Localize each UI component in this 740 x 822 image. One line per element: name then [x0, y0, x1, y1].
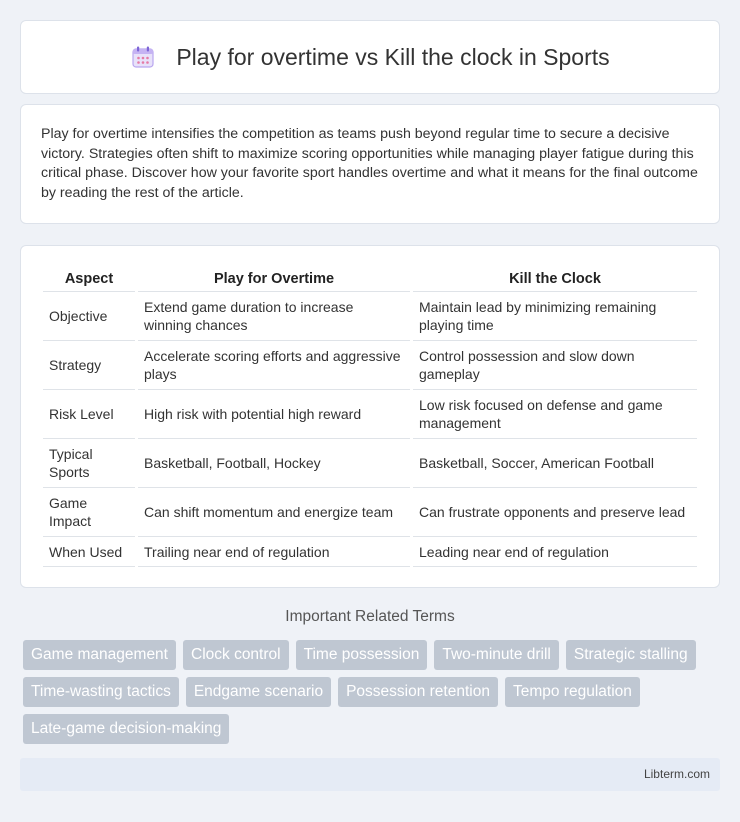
cell-overtime: Extend game duration to increase winning chances — [138, 292, 410, 341]
intro-card — [20, 104, 720, 224]
related-term-tag[interactable]: Tempo regulation — [505, 677, 640, 707]
cell-kill-clock: Leading near end of regulation — [413, 537, 697, 567]
cell-aspect: Typical Sports — [43, 439, 135, 488]
table-header-row — [43, 266, 697, 292]
related-terms-list — [23, 640, 723, 751]
table-row — [43, 488, 697, 537]
related-term-tag[interactable]: Game management — [23, 640, 176, 670]
cell-kill-clock: Maintain lead by minimizing remaining playing time — [413, 292, 697, 341]
cell-overtime: Can shift momentum and energize team — [138, 488, 410, 537]
header-play-for-overtime: Play for Overtime — [138, 266, 410, 292]
cell-kill-clock: Low risk focused on defense and game management — [413, 390, 697, 439]
cell-overtime: Basketball, Football, Hockey — [138, 439, 410, 488]
footer-site-link[interactable]: Libterm.com — [643, 767, 710, 781]
related-term-tag[interactable]: Time-wasting tactics — [23, 677, 179, 707]
related-term-tag[interactable]: Strategic stalling — [566, 640, 696, 670]
cell-aspect: Strategy — [43, 341, 135, 390]
comparison-card — [20, 245, 720, 588]
page-title: Play for overtime vs Kill the clock in Sports — [176, 43, 610, 70]
cell-aspect: Objective — [43, 292, 135, 341]
cell-aspect: Risk Level — [43, 390, 135, 439]
table-row — [43, 537, 697, 567]
table-row — [43, 292, 697, 341]
related-term-tag[interactable]: Possession retention — [338, 677, 498, 707]
calendar-icon — [130, 44, 156, 70]
related-term-tag[interactable]: Clock control — [183, 640, 289, 670]
table-row — [43, 439, 697, 488]
footer — [20, 758, 720, 791]
cell-overtime: Trailing near end of regulation — [138, 537, 410, 567]
header-kill-the-clock: Kill the Clock — [413, 266, 697, 292]
intro-paragraph: Play for overtime intensifies the competition as teams push beyond regular time to secure a decisive victory. Strategies often shift to maximize scoring opportunities while managing player fatigue during this critical phase. Discover how your favorite sport handles overtime and what it means for the final outcome by reading the rest of the article. — [41, 126, 698, 201]
cell-aspect: Game Impact — [43, 488, 135, 537]
comparison-table — [40, 266, 700, 567]
related-term-tag[interactable]: Late-game decision-making — [23, 714, 229, 744]
related-term-tag[interactable]: Two-minute drill — [434, 640, 559, 670]
title-card — [20, 20, 720, 94]
related-term-tag[interactable]: Endgame scenario — [186, 677, 331, 707]
table-row — [43, 390, 697, 439]
related-terms-title: Important Related Terms — [285, 608, 455, 625]
cell-kill-clock: Basketball, Soccer, American Football — [413, 439, 697, 488]
table-row — [43, 341, 697, 390]
cell-kill-clock: Control possession and slow down gameplay — [413, 341, 697, 390]
header-aspect: Aspect — [43, 266, 135, 292]
cell-overtime: High risk with potential high reward — [138, 390, 410, 439]
related-term-tag[interactable]: Time possession — [296, 640, 428, 670]
cell-aspect: When Used — [43, 537, 135, 567]
cell-overtime: Accelerate scoring efforts and aggressive plays — [138, 341, 410, 390]
cell-kill-clock: Can frustrate opponents and preserve lead — [413, 488, 697, 537]
